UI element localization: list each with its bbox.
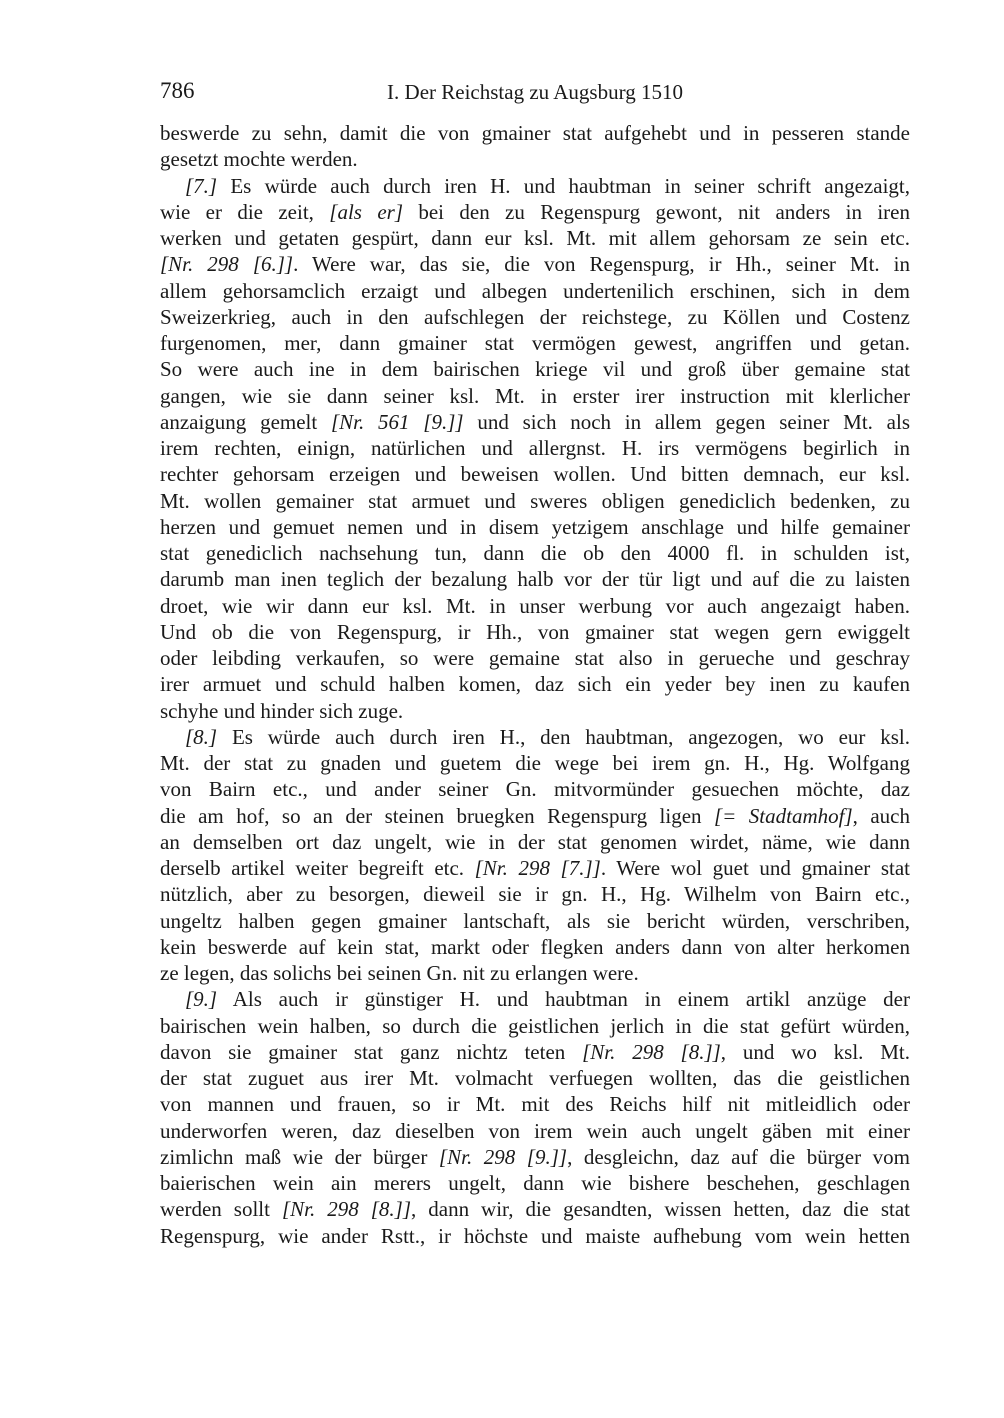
text-line <box>160 383 910 409</box>
text-line <box>160 881 910 907</box>
text-line <box>160 593 910 619</box>
line-text: underworfen weren, daz dieselben von irem wein auch ungelt gäben mit einer <box>160 1118 910 1143</box>
line-text: herzen und gemuet nemen und in disem yetzigem anschlage und hilfe gemainer <box>160 514 910 539</box>
body-text <box>160 120 910 1249</box>
line-text: , dann wir, die gesandten, wissen hetten, daz die stat <box>411 1197 910 1222</box>
text-line <box>160 698 910 724</box>
text-line <box>160 356 910 382</box>
line-text: Regenspurg, wie ander Rstt., ir höchste und maiste aufhebung vom wein hetten <box>160 1223 910 1248</box>
line-text: und sich noch in allem gegen seiner Mt. als <box>463 409 910 434</box>
text-line <box>160 986 910 1012</box>
text-line <box>160 146 910 172</box>
text-line <box>160 1013 910 1039</box>
line-text: furgenomen, mer, dann gmainer stat vermögen gewest, angriffen und getan. <box>160 331 910 355</box>
text-line <box>160 120 910 146</box>
line-text: Und ob die von Regenspurg, ir Hh., von gmainer stat wegen gern ewiggelt <box>160 619 910 644</box>
line-text: So were auch ine in dem bairischen kriege vil und groß über gemaine stat <box>160 357 910 382</box>
line-text: beswerde zu sehn, damit die von gmainer stat aufgehebt und in pesseren stande <box>160 121 910 145</box>
line-text: Mt. der stat zu gnaden und guetem die wege bei irem gn. H., Hg. Wolfgang <box>160 751 910 775</box>
text-line <box>160 540 910 566</box>
text-line <box>160 1039 910 1065</box>
line-text: Sweizerkrieg, auch in den aufschlegen der reichstege, zu Köllen und Costenz <box>160 304 910 329</box>
text-line <box>160 514 910 540</box>
line-text: irer armuet und schuld halben komen, daz sich ein yeder bey inen zu kaufen <box>160 672 910 697</box>
line-text: ungeltz halben gegen gmainer lantschaft, als sie bericht würden, verschriben, <box>160 908 910 933</box>
line-text: davon sie gmainer stat ganz nichtz teten <box>160 1039 583 1064</box>
line-text: Es würde auch durch iren H. und haubtman in seiner schrift angezaigt, <box>217 173 910 198</box>
line-text: gangen, wie sie dann seiner ksl. Mt. in erster irer instruction mit klerlicher <box>160 383 910 408</box>
line-text: . Were war, das sie, die von Regenspurg, ir Hh., seiner Mt. in <box>293 252 911 277</box>
line-text: werden sollt <box>160 1197 282 1222</box>
editorial-reference: [als er] <box>329 199 403 224</box>
text-line <box>160 225 910 251</box>
text-line <box>160 330 910 356</box>
text-line <box>160 776 910 802</box>
editorial-reference: [Nr. 298 [6.]] <box>160 252 294 277</box>
line-text: darumb man inen teglich der bezalung halb vor der tür ligt und auf die zu laisten <box>160 567 910 592</box>
line-text: droet, wie wir dann eur ksl. Mt. in unser werbung vor auch angezaigt haben. <box>160 593 910 618</box>
page-number: 786 <box>160 78 195 103</box>
editorial-reference: [Nr. 298 [8.]] <box>281 1197 411 1222</box>
line-text: . Were wol guet und gmainer stat <box>600 856 910 880</box>
text-line <box>160 278 910 304</box>
line-text: gesetzt mochte werden. <box>160 147 358 172</box>
line-text: bairischen wein halben, so durch die geistlichen jerlich in die stat gefürt würden, <box>160 1013 910 1038</box>
line-text: Es würde auch durch iren H., den haubtman, angezogen, wo eur ksl. <box>217 724 910 749</box>
text-line <box>160 435 910 461</box>
line-text: derselb artikel weiter begreift etc. <box>160 856 475 880</box>
text-line <box>160 1118 910 1144</box>
text-line <box>160 409 910 435</box>
line-text: , auch <box>852 803 911 828</box>
editorial-reference: [= Stadtamhof] <box>714 803 853 828</box>
line-text: allem gehorsamclich erzaigt und albegen undertenilich erschinen, sich in dem <box>160 278 910 303</box>
text-line <box>160 1196 910 1222</box>
line-text: kein beswerde auf kein stat, markt oder flegken anders dann von alter herkomen <box>160 934 910 959</box>
text-line <box>160 908 910 934</box>
line-text: , desgleichn, daz auf die bürger vom <box>567 1144 910 1169</box>
line-text: wie er die zeit, <box>160 199 330 224</box>
text-line <box>160 934 910 960</box>
text-line <box>160 461 910 487</box>
text-line <box>160 671 910 697</box>
text-line <box>160 803 910 829</box>
text-line <box>160 724 910 750</box>
page-header <box>160 78 910 108</box>
line-text: die am hof, so an der steinen bruegken Regenspurg ligen <box>160 803 714 828</box>
text-line <box>160 1144 910 1170</box>
line-text: stat genediclich nachsehung tun, dann die ob den 4000 fl. in schulden ist, <box>160 541 910 565</box>
line-text: , und wo ksl. Mt. <box>720 1039 910 1064</box>
line-text: Mt. wollen gemainer stat armuet und sweres obligen genediclich bedenken, zu <box>160 488 910 513</box>
line-text: werken und getaten gespürt, dann eur ksl. Mt. mit allem gehorsam ze sein etc. <box>160 226 910 250</box>
line-text: schyhe und hinder sich zuge. <box>160 698 404 723</box>
line-text: der stat zuguet aus irer Mt. volmacht verfuegen wollten, das die geistlichen <box>160 1066 910 1090</box>
line-text: zimlichn maß wie der bürger <box>160 1144 439 1169</box>
text-line <box>160 960 910 986</box>
line-text: anzaigung gemelt <box>160 409 331 434</box>
editorial-reference: [Nr. 298 [9.]] <box>438 1144 568 1169</box>
editorial-reference: [Nr. 561 [9.]] <box>330 409 464 434</box>
line-text: nützlich, aber zu besorgen, dieweil sie ir gn. H., Hg. Wilhelm von Bairn etc., <box>160 882 910 907</box>
editorial-reference: [9.] <box>185 987 218 1012</box>
editorial-reference: [Nr. 298 [8.]] <box>582 1039 721 1064</box>
line-text: baierischen wein ain merers ungelt, dann wie bishere beschehen, geschlagen <box>160 1171 910 1195</box>
text-line <box>160 1065 910 1091</box>
text-line <box>160 619 910 645</box>
line-text: rechter gehorsam erzeigen und beweisen wollen. Und bitten demnach, eur ksl. <box>160 462 910 487</box>
line-text: ze legen, das solichs bei seinen Gn. nit zu erlangen were. <box>160 961 639 985</box>
text-line <box>160 488 910 514</box>
text-line <box>160 251 910 277</box>
editorial-reference: [7.] <box>185 173 218 198</box>
line-text: Als auch ir günstiger H. und haubtman in einem artikl anzüge der <box>217 987 910 1012</box>
text-line <box>160 304 910 330</box>
editorial-reference: [Nr. 298 [7.]] <box>474 856 601 880</box>
editorial-reference: [8.] <box>185 724 218 749</box>
line-text: oder leibding verkaufen, so were gemaine stat also in gerueche und geschray <box>160 646 910 670</box>
text-line <box>160 645 910 671</box>
line-text: von mannen und frauen, so ir Mt. mit des Reichs hilf nit mitleidlich oder <box>160 1092 910 1117</box>
text-line <box>160 199 910 225</box>
running-title: I. Der Reichstag zu Augsburg 1510 <box>387 80 683 104</box>
text-line <box>160 750 910 776</box>
text-line <box>160 855 910 881</box>
text-line <box>160 566 910 592</box>
line-text: von Bairn etc., und ander seiner Gn. mitvormünder gesuechen möchte, daz <box>160 777 910 802</box>
line-text: bei den zu Regenspurg gewont, nit anders in iren <box>403 199 910 224</box>
line-text: an demselben ort daz ungelt, wie in der stat genomen wirdet, näme, wie dann <box>160 829 910 854</box>
text-line <box>160 1091 910 1117</box>
text-line <box>160 829 910 855</box>
line-text: irem rechten, einign, natürlichen und allergnst. H. irs vermögens begirlich in <box>160 436 910 460</box>
text-line <box>160 1223 910 1249</box>
text-line <box>160 173 910 199</box>
text-line <box>160 1170 910 1196</box>
